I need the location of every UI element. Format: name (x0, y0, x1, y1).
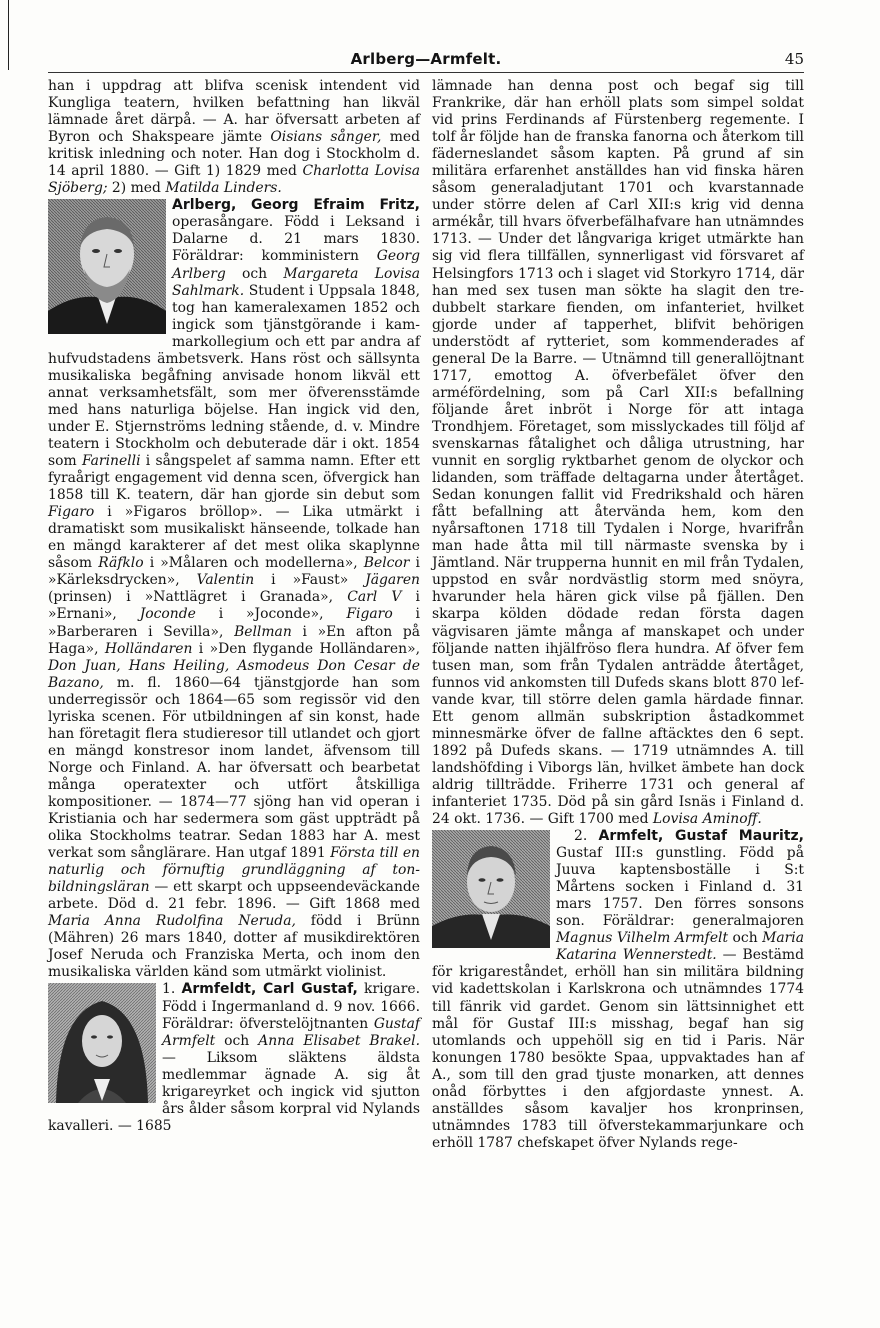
running-head: Arlberg—Armfelt. (350, 50, 502, 68)
page-header (48, 50, 804, 72)
entry-armfelt-gustaf-mauritz: 2. Armfelt, Gustaf Mauritz, Gustaf III:s gunstling. Född på Juuva kaptensboställe i S:t Mårtens socken i Finland d. 31 mars 1757. Den förres sonsons son. Föräldrar: generalmajoren Magnus Vilhelm Armfelt och Maria Katarina Wennerstedt. — Bestämd för krigareståndet, erhöll han sin militära bildning vid kadettskolan i Karlskrona och utnämndes 1774 till fänrik vid gardet. Genom sin lättsinnighet ett mål för Gustaf III:s misshag, begaf han sig utomlands och uppehöll sig en tid i Paris. När konungen 1780 besökte Spaa, uppvaktades han af A., som till den grad tjuste monarken, att dennes onåd förbyttes i den afgjordaste ynnest. A. anställdes såsom kavaljer hos kronprinsen, utnämndes 1783 till öfverstekammarjunkare och erhöll 1787 chefskapet öfver Nylands rege- (432, 828, 805, 1151)
entry-headword: Armfelt, Gustaf Mauritz, (598, 828, 804, 845)
portrait-arlberg-image (48, 199, 166, 334)
portrait-armfelt-gustaf-image (432, 830, 550, 948)
left-column (48, 78, 420, 1135)
entry-armfeldt-carl-gustaf: 1. Armfeldt, Carl Gustaf, krigare. Född i Ingermanland d. 9 nov. 1666. Föräldrar: öfverstelöjtnanten Gustaf Armfelt och Anna Elisabet Brakel. — Liksom släktens äldsta medlemmar ägnade A. sig åt krigareyrket och ingick vid sjutton års ålder såsom korpral vid Nylands kavalleri. — 1685 (48, 981, 421, 1134)
entry-headword: Arlberg, Georg Efraim Fritz, (172, 197, 420, 214)
page-number: 45 (784, 50, 804, 68)
page-margin-line (8, 0, 9, 70)
continued-entry: han i uppdrag att blifva scenisk intendent vid Kungliga teatern, hvilken befattning han likväl lämnade året därpå. — A. har öfversatt arbeten af Byron och Shakspeare jämte Oisians sånger, med kritisk inledning och noter. Han dog i Stockholm d. 14 april 1880. — Gift 1) 1829 med Charlotta Lovisa Sjöberg; 2) med Matilda Linders. (48, 78, 421, 197)
portrait-armfeldt-image (48, 983, 156, 1103)
entry-armfeldt-continued: lämnade han denna post och begaf sig till Frankrike, där han erhöll plats som simpel soldat vid prins Ferdinands af Fürstenberg regemente. I tolf år följde han de franska fanorna och återkom till fäderneslandet såsom kapten. På grund af sin militära erfarenhet anställdes han vid finska hären såsom generaladjutant 1701 och kvarstannade under större delen af Carl XII:s krig vid denna armékår, till hvars öfverbefälhafvare han utnämndes 1713. — Under det långvariga kriget utmärkte han sig vid flera tillfällen, synnerligast vid försvaret af Helsingfors 1713 och i slaget vid Storkyro 1714, där han med sex tusen man sökte ha slagit den tredubbelt starkare fienden, om infanteriet, hvilket gjorde under af tapperhet, blifvit behörigen understödt af rytteriet, som kommenderades af general De la Barre. — Utnämnd till generallöjtnant 1717, emottog A. öfverbefälet öfver den arméfördelning, som på Carl XII:s befallning följande året inbröt i Norge för att intaga Trondhjem. Företaget, som misslyckades till följd af svenskarnas fåtalighet och dåliga utrustning, har vunnit en sorglig ryktbarhet genom de olyckor och lidanden, som träffade deltagarna under återtåget. Sedan konungen fallit vid Fredrikshald och hären fått befallning att återvända hem, kom den nyårsaftonen 1718 till Tydalen i Norge, hvarifrån man hade åtta mil till närmaste svenska by i Jämtland. När trupperna hunnit en mil från Tydalen, uppstod en svår nordvästlig storm med snöyra, hvarunder hela hären gick vilse på fjällen. Den skarpa kölden dödade redan första dagen vägvisaren jämte många af manskapet och under följande natten ihjälfröso flera hundra. Af öfver fem tusen man, som från Tydalen anträdde återtåget, funnos vid ankomsten till Dufeds skans blott 870 lefvande kvar, till större delen gamla härdade finnar. Ett genom allmän subskription åstadkommet minnesmärke öfver de fallne aftäcktes den 6 sept. 1892 på Dufeds skans. — 1719 utnämndes A. till landshöfding i Viborgs län, hvilket ämbete han dock aldrig tillträdde. Friherre 1731 och general af infanteriet 1735. Död på sin gård Isnäs i Finland d. 24 okt. 1736. — Gift 1700 med Lovisa Aminoff. (432, 78, 804, 828)
header-rule (48, 72, 804, 73)
right-column (432, 78, 804, 1152)
entry-arlberg-georg: Arlberg, Georg Efraim Fritz, operasångare. Född i Leksand i Dalarne d. 21 mars 1830. Föräldrar: komministern Georg Arlberg och Margareta Lovisa Sahlmark. Student i Uppsala 1848, tog han kameralexamen 1852 och ingick som tjänstgörande i kammarkollegium och ett par andra af hufvudstadens ämbetsverk. Hans röst och sällsynta musikaliska begåfning anvisade honom likväl ett annat verksamhetsfält, som mer öfverensstämde med hans naturliga böjelse. Han ingick vid den, under E. Stjernströms ledning stående, d. v. Mindre teatern i Stockholm och debuterade där i okt. 1854 som Farinelli i sångspelet af samma namn. Efter ett fyraårigt engagement vid denna scen, öfvergick han 1858 till K. teatern, där han gjorde sin debut som Figaro i »Figaros bröllop». — Lika utmärkt i dramatiskt som musikaliskt hänseende, tolkade han en mängd karakterer af det mest olika skaplynne såsom Räfklo i »Målaren och modellerna», Belcor i »Kärleksdrycken», Valentin i »Faust» Jägaren (prinsen) i »Nattlägret i Granada», Carl V i »Ernani», Joconde i »Joconde», Figaro i »Barberaren i Sevilla», Bellman i »En afton på Haga», Holländaren i »Den flygande Holländaren», Don Juan, Hans Heiling, Asmodeus Don Cesar de Bazano, m. fl. 1860—64 tjänstgjorde han som underregissör och 1864—65 som regissör vid den lyriska scenen. För utbildningen af sin konst, hade han företagit flera studieresor till utlandet och gjort en mängd konstresor inom landet, äfvensom till Norge och Finland. A. har öfversatt och bearbetat många operatexter och utfört åtskilliga kompositioner. — 1874—77 sjöng han vid operan i Kristiania och har sedermera som gäst uppträdt på olika Stockholms teatrar. Sedan 1883 har A. mest verkat som sånglärare. Han utgaf 1891 Första till en naturlig och förnuftig grundläggning af tonbildningsläran — ett skarpt och uppseendeväckande arbete. Död d. 21 febr. 1896. — Gift 1868 med Maria Anna Rudolfina Neruda, född i Brünn (Mähren) 26 mars 1840, dotter af musikdirektören Josef Neruda och Franziska Merta, och inom den musikaliska världen känd som utmärkt violinist. (48, 197, 421, 981)
entry-headword: Armfeldt, Carl Gustaf, (181, 981, 358, 998)
